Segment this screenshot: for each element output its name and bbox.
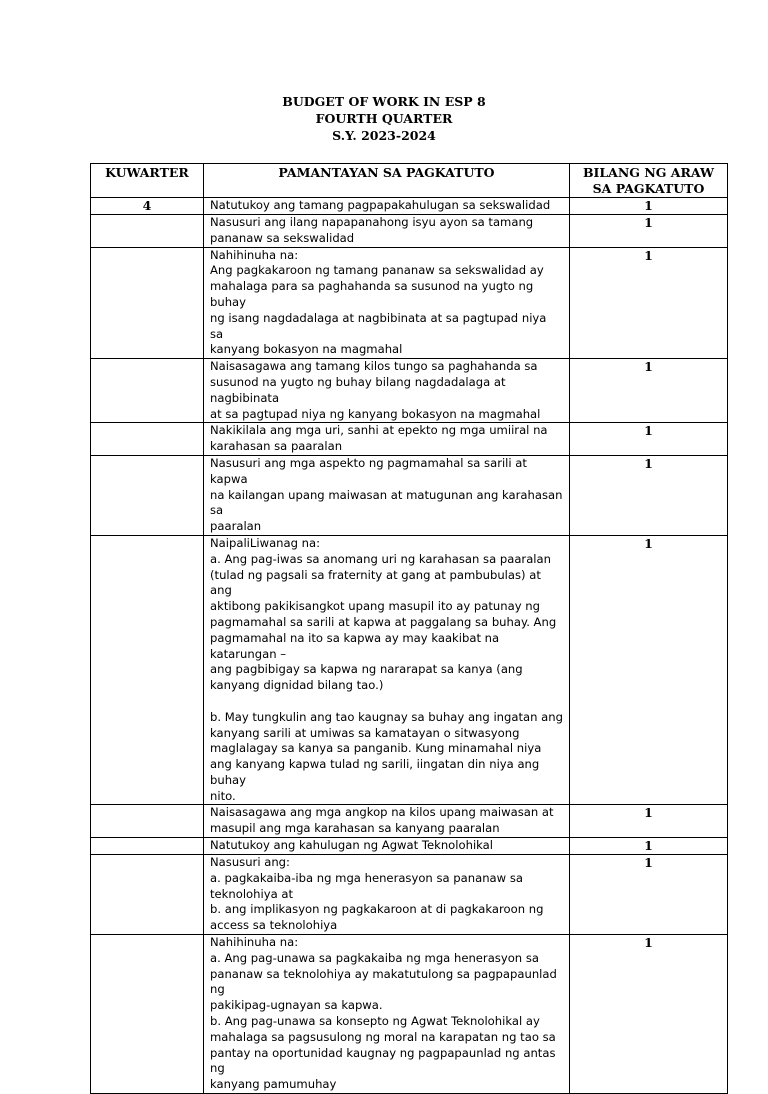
pamantayan-cell: Nahihinuha na: a. Ang pag-unawa sa pagkakaiba ng mga henerasyon sa pananaw sa teknolohiya ay makatutulong sa pagpapaunlad ng pakikipag-ugnayan sa kapwa. b. Ang pag-unawa sa konsepto ng Agwat Teknolohikal ay mahalaga sa pagsusulong ng moral na karapatan ng tao sa pantay na oportunidad kaugnay ng pagpapaunlad ng antas ng kanyang pamumuhay: [204, 935, 570, 1094]
bilang-ng-araw-cell: 1: [570, 423, 728, 456]
title-line-1: BUDGET OF WORK IN ESP 8: [282, 94, 486, 109]
kuwarter-cell: [91, 247, 204, 359]
pamantayan-cell: NaipaliLiwanag na: a. Ang pag-iwas sa anomang uri ng karahasan sa paaralan (tulad ng pagsali sa fraternity at gang at pambubulas) at ang aktibong pakikisangkot upang masupil ito ay patunay ng pagmamahal sa sarili at kapwa at paggalang sa buhay. Ang pagmamahal na ito sa kapwa ay may kaakibat na katarungan – ang pagbibigay sa kapwa ng nararapat sa kanya (ang kanyang dignidad bilang tao.) b. May tungkulin ang tao kaugnay sa buhay ang ingatan ang kanyang sarili at umiwas sa kamatayan o sitwasyong maglalagay sa kanya sa panganib. Kung minamahal niya ang kanyang kapwa tulad ng sarili, iingatan din niya ang buhay nito.: [204, 535, 570, 805]
pamantayan-cell: Nasusuri ang: a. pagkakaiba-iba ng mga henerasyon sa pananaw sa teknolohiya at b. ang implikasyon ng pagkakaroon at di pagkakaroon ng access sa teknolohiya: [204, 855, 570, 935]
table-row: [91, 838, 728, 855]
kuwarter-cell: [91, 935, 204, 1094]
kuwarter-cell: [91, 838, 204, 855]
pamantayan-cell: Nasusuri ang mga aspekto ng pagmamahal sa sarili at kapwa na kailangan upang maiwasan at matugunan ang karahasan sa paaralan: [204, 455, 570, 535]
column-header-kuwarter: KUWARTER: [91, 164, 204, 198]
table-header-row: [91, 164, 728, 198]
kuwarter-cell: [91, 805, 204, 838]
title-line-2: FOURTH QUARTER: [315, 111, 453, 126]
table-row: [91, 455, 728, 535]
table-row: [91, 935, 728, 1094]
bilang-ng-araw-cell: 1: [570, 198, 728, 215]
bilang-ng-araw-cell: 1: [570, 359, 728, 423]
table-row: [91, 359, 728, 423]
pamantayan-cell: Natutukoy ang tamang pagpapakahulugan sa sekswalidad: [204, 198, 570, 215]
pamantayan-cell: Natutukoy ang kahulugan ng Agwat Teknolohikal: [204, 838, 570, 855]
column-header-pamantayan: PAMANTAYAN SA PAGKATUTO: [204, 164, 570, 198]
kuwarter-cell: [91, 535, 204, 805]
pamantayan-cell: Nasusuri ang ilang napapanahong isyu ayon sa tamang pananaw sa sekswalidad: [204, 215, 570, 248]
table-row: [91, 855, 728, 935]
table-row: [91, 215, 728, 248]
table-row: [91, 423, 728, 456]
table-row: [91, 805, 728, 838]
column-header-bilang-ng-araw: BILANG NG ARAW SA PAGKATUTO: [570, 164, 728, 198]
table-row: [91, 535, 728, 805]
pamantayan-cell: Nahihinuha na: Ang pagkakaroon ng tamang pananaw sa sekswalidad ay mahalaga para sa paghahanda sa susunod na yugto ng buhay ng isang nagdadalaga at nagbibinata at sa pagtupad niya sa kanyang bokasyon na magmahal: [204, 247, 570, 359]
kuwarter-cell: [91, 359, 204, 423]
table-row: [91, 247, 728, 359]
bilang-ng-araw-cell: 1: [570, 535, 728, 805]
kuwarter-cell: [91, 855, 204, 935]
pamantayan-cell: Naisasagawa ang tamang kilos tungo sa paghahanda sa susunod na yugto ng buhay bilang nagdadalaga at nagbibinata at sa pagtupad niya ng kanyang bokasyon na magmahal: [204, 359, 570, 423]
pamantayan-cell: Naisasagawa ang mga angkop na kilos upang maiwasan at masupil ang mga karahasan sa kanyang paaralan: [204, 805, 570, 838]
bilang-ng-araw-cell: 1: [570, 455, 728, 535]
kuwarter-cell: 4: [91, 198, 204, 215]
title-line-3: S.Y. 2023-2024: [332, 128, 436, 143]
budget-of-work-table: [90, 163, 728, 1094]
table-row: [91, 198, 728, 215]
bilang-ng-araw-cell: 1: [570, 855, 728, 935]
bilang-ng-araw-cell: 1: [570, 935, 728, 1094]
bilang-ng-araw-cell: 1: [570, 838, 728, 855]
bilang-ng-araw-cell: 1: [570, 247, 728, 359]
document-title: [0, 93, 768, 144]
bilang-ng-araw-cell: 1: [570, 215, 728, 248]
kuwarter-cell: [91, 423, 204, 456]
kuwarter-cell: [91, 215, 204, 248]
kuwarter-cell: [91, 455, 204, 535]
pamantayan-cell: Nakikilala ang mga uri, sanhi at epekto ng mga umiiral na karahasan sa paaralan: [204, 423, 570, 456]
bilang-ng-araw-cell: 1: [570, 805, 728, 838]
